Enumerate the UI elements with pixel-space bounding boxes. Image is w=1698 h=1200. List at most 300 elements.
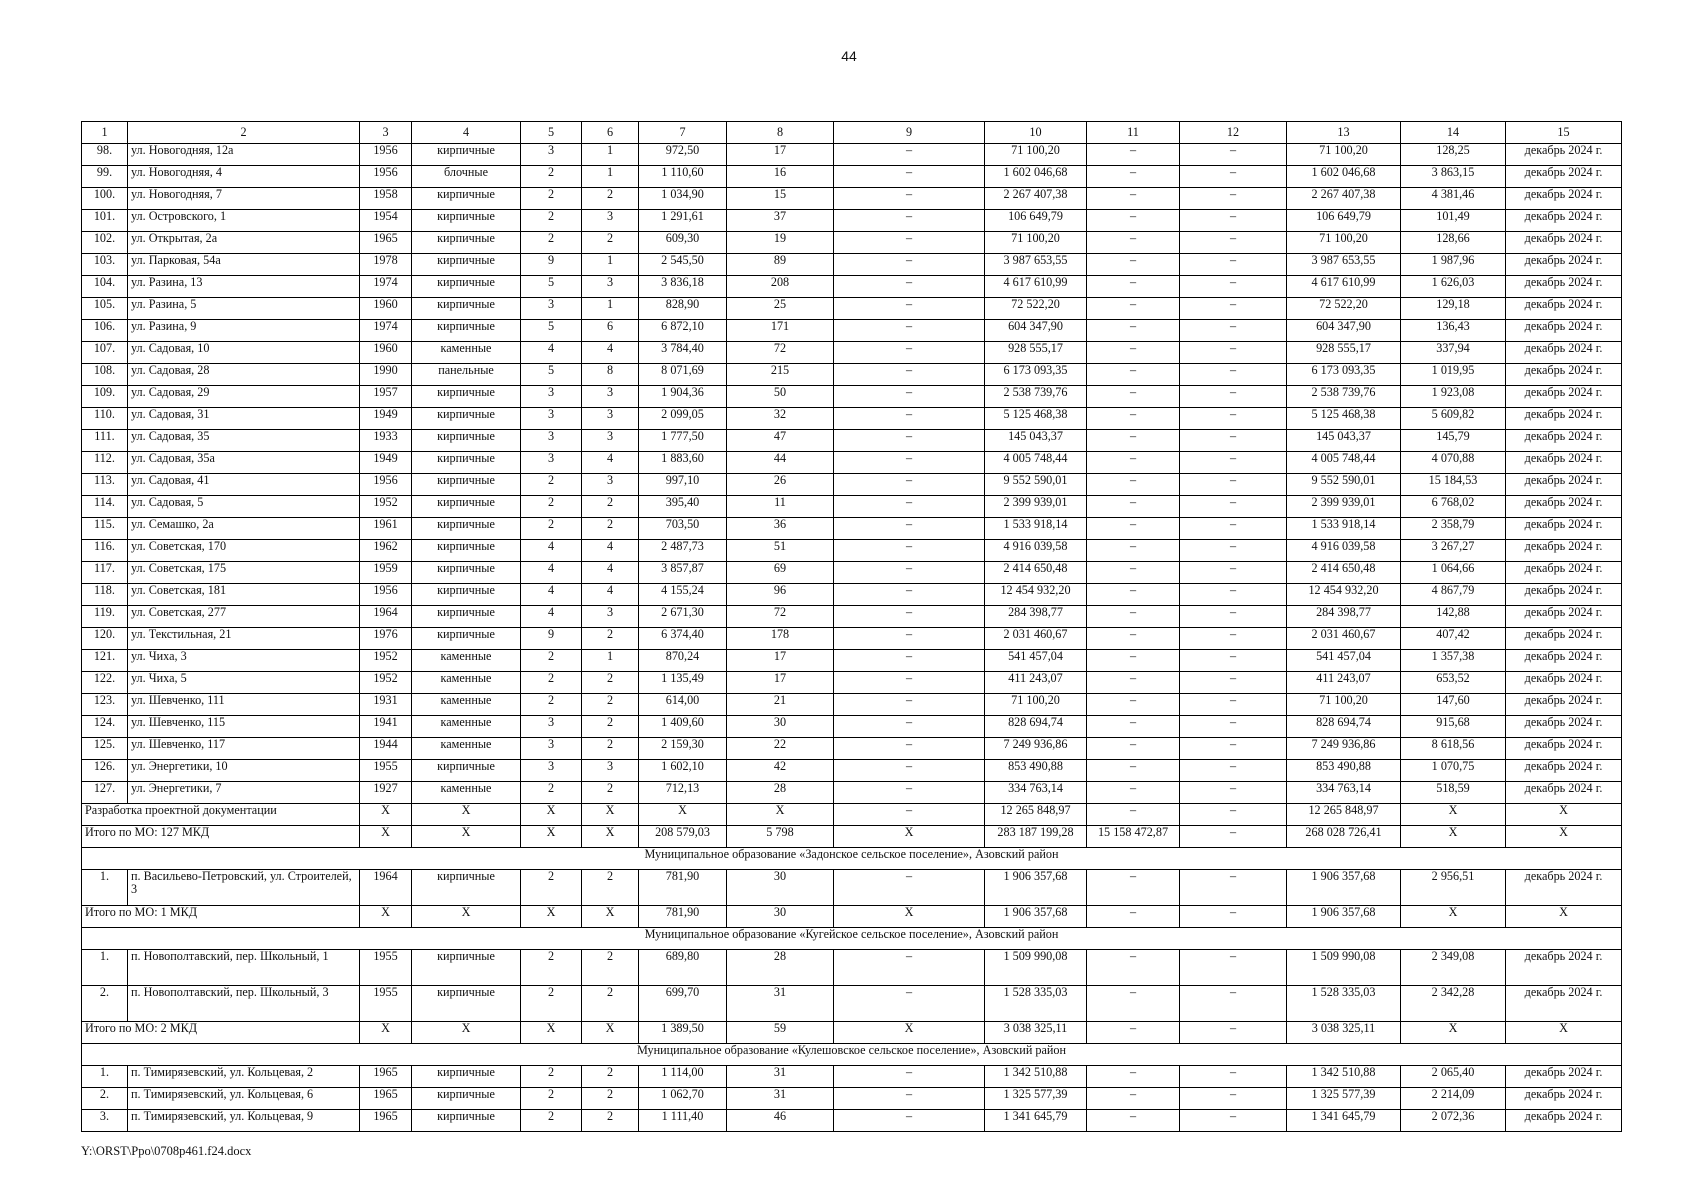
table-cell: 36 — [727, 518, 834, 540]
table-cell: 853 490,88 — [985, 760, 1087, 782]
table-cell: кирпичные — [412, 144, 521, 166]
table-cell: – — [1087, 540, 1180, 562]
table-cell: 6 768,02 — [1401, 496, 1506, 518]
table-cell: декабрь 2024 г. — [1506, 166, 1622, 188]
table-cell: – — [1087, 1110, 1180, 1132]
table-cell: 46 — [727, 1110, 834, 1132]
table-cell: 1958 — [360, 188, 412, 210]
table-row — [82, 386, 1622, 408]
table-cell: 1955 — [360, 986, 412, 1022]
table-cell: кирпичные — [412, 606, 521, 628]
table-cell: 1 602 046,68 — [1287, 166, 1401, 188]
column-number: 1 — [82, 122, 128, 144]
table-cell: 4 617 610,99 — [1287, 276, 1401, 298]
table-cell: 1964 — [360, 870, 412, 906]
table-cell: 2 358,79 — [1401, 518, 1506, 540]
table-cell: 1965 — [360, 1110, 412, 1132]
column-number: 15 — [1506, 122, 1622, 144]
table-cell: X — [582, 804, 639, 826]
table-cell: 4 — [521, 584, 582, 606]
table-cell: кирпичные — [412, 1066, 521, 1088]
table-cell: – — [834, 950, 985, 986]
table-row — [82, 716, 1622, 738]
address-cell: ул. Открытая, 2а — [128, 232, 360, 254]
address-cell: ул. Шевченко, 115 — [128, 716, 360, 738]
table-cell: кирпичные — [412, 760, 521, 782]
table-cell: – — [1087, 320, 1180, 342]
table-cell: 171 — [727, 320, 834, 342]
table-cell: 9 552 590,01 — [1287, 474, 1401, 496]
table-cell: 1 342 510,88 — [1287, 1066, 1401, 1088]
table-cell: – — [1087, 386, 1180, 408]
table-cell: 3 — [582, 408, 639, 430]
address-cell: ул. Чиха, 3 — [128, 650, 360, 672]
table-cell: 928 555,17 — [1287, 342, 1401, 364]
table-cell: 2 — [582, 694, 639, 716]
table-cell: каменные — [412, 738, 521, 760]
table-cell: 915,68 — [1401, 716, 1506, 738]
table-cell: 178 — [727, 628, 834, 650]
column-number-row — [82, 122, 1622, 144]
table-cell: 5 — [521, 276, 582, 298]
table-cell: 30 — [727, 716, 834, 738]
table-cell: – — [1180, 760, 1287, 782]
table-cell: – — [1087, 1022, 1180, 1044]
table-cell: 71 100,20 — [985, 232, 1087, 254]
subtotal-label: Разработка проектной документации — [82, 804, 360, 826]
table-cell: 4 — [521, 540, 582, 562]
table-cell: 2 — [582, 496, 639, 518]
table-cell: – — [834, 210, 985, 232]
table-cell: 1978 — [360, 254, 412, 276]
table-cell: 604 347,90 — [1287, 320, 1401, 342]
address-cell: п. Тимирязевский, ул. Кольцевая, 9 — [128, 1110, 360, 1132]
table-cell: 59 — [727, 1022, 834, 1044]
table-row — [82, 408, 1622, 430]
table-cell: 7 249 936,86 — [1287, 738, 1401, 760]
table-cell: X — [1401, 826, 1506, 848]
table-cell: 8 — [582, 364, 639, 386]
table-cell: 2 — [582, 738, 639, 760]
table-cell: X — [1506, 826, 1622, 848]
row-number: 1. — [82, 950, 128, 986]
table-cell: – — [1087, 364, 1180, 386]
table-cell: – — [1180, 408, 1287, 430]
table-cell: 2 — [582, 672, 639, 694]
table-cell: 142,88 — [1401, 606, 1506, 628]
table-cell: 1 — [582, 144, 639, 166]
table-cell: – — [834, 386, 985, 408]
table-cell: 3 — [521, 298, 582, 320]
table-cell: 106 649,79 — [985, 210, 1087, 232]
table-cell: – — [834, 518, 985, 540]
table-cell: – — [1180, 430, 1287, 452]
table-cell: 1 528 335,03 — [985, 986, 1087, 1022]
table-cell: кирпичные — [412, 518, 521, 540]
table-cell: 3 — [521, 452, 582, 474]
table-cell: 4 005 748,44 — [1287, 452, 1401, 474]
table-cell: 26 — [727, 474, 834, 496]
table-row — [82, 320, 1622, 342]
table-cell: 411 243,07 — [985, 672, 1087, 694]
table-row — [82, 452, 1622, 474]
table-cell: 1927 — [360, 782, 412, 804]
table-cell: кирпичные — [412, 408, 521, 430]
table-cell: – — [1087, 342, 1180, 364]
address-cell: ул. Шевченко, 117 — [128, 738, 360, 760]
table-cell: – — [1087, 606, 1180, 628]
row-number: 1. — [82, 870, 128, 906]
table-cell: 828 694,74 — [985, 716, 1087, 738]
table-cell: 28 — [727, 950, 834, 986]
table-cell: 9 552 590,01 — [985, 474, 1087, 496]
municipality-title: Муниципальное образование «Задонское сельское поселение», Азовский район — [82, 848, 1622, 870]
table-cell: 4 — [582, 342, 639, 364]
table-cell: – — [1180, 254, 1287, 276]
table-cell: декабрь 2024 г. — [1506, 254, 1622, 276]
table-cell: 2 342,28 — [1401, 986, 1506, 1022]
table-cell: 12 265 848,97 — [985, 804, 1087, 826]
table-cell: декабрь 2024 г. — [1506, 276, 1622, 298]
table-cell: панельные — [412, 364, 521, 386]
table-cell: – — [834, 144, 985, 166]
table-cell: кирпичные — [412, 452, 521, 474]
table-cell: 136,43 — [1401, 320, 1506, 342]
table-row — [82, 430, 1622, 452]
table-cell: 2 — [582, 518, 639, 540]
row-number: 98. — [82, 144, 128, 166]
table-cell: 2 — [582, 232, 639, 254]
column-number: 9 — [834, 122, 985, 144]
address-cell: ул. Энергетики, 7 — [128, 782, 360, 804]
table-cell: 2 — [582, 716, 639, 738]
table-cell: 5 — [521, 320, 582, 342]
table-cell: 1 509 990,08 — [985, 950, 1087, 986]
table-cell: 4 916 039,58 — [985, 540, 1087, 562]
column-number: 13 — [1287, 122, 1401, 144]
table-cell: декабрь 2024 г. — [1506, 210, 1622, 232]
table-cell: 5 609,82 — [1401, 408, 1506, 430]
table-cell: каменные — [412, 342, 521, 364]
table-row — [82, 628, 1622, 650]
table-cell: – — [1087, 408, 1180, 430]
table-cell: 1974 — [360, 320, 412, 342]
table-row — [82, 562, 1622, 584]
row-number: 115. — [82, 518, 128, 540]
table-cell: – — [834, 738, 985, 760]
table-row — [82, 1088, 1622, 1110]
subtotal-row — [82, 826, 1622, 848]
table-cell: 145,79 — [1401, 430, 1506, 452]
table-cell: 71 100,20 — [985, 694, 1087, 716]
table-cell: – — [1087, 188, 1180, 210]
table-cell: – — [1087, 1088, 1180, 1110]
table-cell: 6 374,40 — [639, 628, 727, 650]
table-row — [82, 870, 1622, 906]
table-cell: 3 — [521, 408, 582, 430]
table-cell: – — [1087, 804, 1180, 826]
table-cell: 2 — [521, 1088, 582, 1110]
table-cell: 2 — [521, 870, 582, 906]
table-cell: 2 — [521, 188, 582, 210]
table-cell: X — [727, 804, 834, 826]
table-cell: 2 072,36 — [1401, 1110, 1506, 1132]
table-cell: 17 — [727, 144, 834, 166]
table-cell: 1956 — [360, 584, 412, 606]
table-cell: 72 522,20 — [1287, 298, 1401, 320]
table-cell: 1965 — [360, 1088, 412, 1110]
table-cell: 1 062,70 — [639, 1088, 727, 1110]
table-row — [82, 210, 1622, 232]
table-cell: 37 — [727, 210, 834, 232]
table-cell: X — [1506, 804, 1622, 826]
table-cell: X — [360, 906, 412, 928]
table-cell: 15 — [727, 188, 834, 210]
table-cell: каменные — [412, 672, 521, 694]
table-cell: – — [1087, 906, 1180, 928]
table-cell: 4 — [582, 540, 639, 562]
table-cell: декабрь 2024 г. — [1506, 694, 1622, 716]
table-cell: – — [834, 716, 985, 738]
table-cell: 604 347,90 — [985, 320, 1087, 342]
subtotal-row — [82, 906, 1622, 928]
table-cell: 2 031 460,67 — [1287, 628, 1401, 650]
table-cell: 2 — [521, 782, 582, 804]
table-cell: 3 — [582, 606, 639, 628]
table-cell: 518,59 — [1401, 782, 1506, 804]
table-cell: – — [1087, 298, 1180, 320]
table-cell: – — [834, 188, 985, 210]
table-cell: – — [1180, 474, 1287, 496]
table-cell: 2 487,73 — [639, 540, 727, 562]
row-number: 119. — [82, 606, 128, 628]
table-cell: декабрь 2024 г. — [1506, 430, 1622, 452]
table-row — [82, 1110, 1622, 1132]
column-number: 14 — [1401, 122, 1506, 144]
table-cell: декабрь 2024 г. — [1506, 518, 1622, 540]
table-cell: декабрь 2024 г. — [1506, 760, 1622, 782]
table-cell: X — [582, 906, 639, 928]
table-cell: 1 906 357,68 — [1287, 870, 1401, 906]
table-cell: 1 409,60 — [639, 716, 727, 738]
table-cell: кирпичные — [412, 188, 521, 210]
row-number: 3. — [82, 1110, 128, 1132]
table-cell: 1 070,75 — [1401, 760, 1506, 782]
table-cell: 283 187 199,28 — [985, 826, 1087, 848]
table-cell: 1 883,60 — [639, 452, 727, 474]
address-cell: ул. Островского, 1 — [128, 210, 360, 232]
table-cell: 2 — [521, 232, 582, 254]
table-cell: 4 005 748,44 — [985, 452, 1087, 474]
table-cell: кирпичные — [412, 950, 521, 986]
table-cell: – — [834, 232, 985, 254]
table-row — [82, 474, 1622, 496]
table-cell: 2 — [521, 496, 582, 518]
row-number: 117. — [82, 562, 128, 584]
table-cell: – — [1087, 760, 1180, 782]
table-cell: – — [1087, 496, 1180, 518]
table-cell: – — [1180, 804, 1287, 826]
table-cell: – — [1180, 906, 1287, 928]
table-cell: 101,49 — [1401, 210, 1506, 232]
row-number: 124. — [82, 716, 128, 738]
table-cell: – — [834, 760, 985, 782]
table-cell: декабрь 2024 г. — [1506, 188, 1622, 210]
row-number: 2. — [82, 986, 128, 1022]
table-cell: – — [834, 496, 985, 518]
table-cell: 2 031 460,67 — [985, 628, 1087, 650]
table-cell: 334 763,14 — [1287, 782, 1401, 804]
table-cell: – — [834, 276, 985, 298]
table-cell: – — [1180, 672, 1287, 694]
table-cell: 2 267 407,38 — [1287, 188, 1401, 210]
row-number: 101. — [82, 210, 128, 232]
table-cell: 12 454 932,20 — [985, 584, 1087, 606]
table-cell: 106 649,79 — [1287, 210, 1401, 232]
table-cell: – — [1087, 650, 1180, 672]
table-cell: 4 — [521, 562, 582, 584]
table-row — [82, 540, 1622, 562]
address-cell: ул. Советская, 277 — [128, 606, 360, 628]
table-cell: 30 — [727, 906, 834, 928]
table-cell: 3 987 653,55 — [1287, 254, 1401, 276]
table-cell: – — [834, 606, 985, 628]
table-cell: 1 342 510,88 — [985, 1066, 1087, 1088]
table-cell: 7 249 936,86 — [985, 738, 1087, 760]
table-cell: 1 111,40 — [639, 1110, 727, 1132]
table-cell: 3 987 653,55 — [985, 254, 1087, 276]
table-cell: 614,00 — [639, 694, 727, 716]
table-cell: 1 — [582, 650, 639, 672]
table-cell: 16 — [727, 166, 834, 188]
table-cell: кирпичные — [412, 474, 521, 496]
row-number: 110. — [82, 408, 128, 430]
row-number: 125. — [82, 738, 128, 760]
table-cell: 699,70 — [639, 986, 727, 1022]
table-cell: 8 618,56 — [1401, 738, 1506, 760]
table-cell: 4 070,88 — [1401, 452, 1506, 474]
table-cell: 2 — [582, 628, 639, 650]
table-cell: 89 — [727, 254, 834, 276]
row-number: 123. — [82, 694, 128, 716]
table-cell: – — [834, 986, 985, 1022]
table-cell: 1949 — [360, 452, 412, 474]
row-number: 111. — [82, 430, 128, 452]
row-number: 102. — [82, 232, 128, 254]
table-cell: 28 — [727, 782, 834, 804]
address-cell: ул. Текстильная, 21 — [128, 628, 360, 650]
table-row — [82, 496, 1622, 518]
table-cell: декабрь 2024 г. — [1506, 144, 1622, 166]
table-cell: X — [582, 826, 639, 848]
table-cell: декабрь 2024 г. — [1506, 986, 1622, 1022]
table-cell: кирпичные — [412, 210, 521, 232]
table-cell: – — [834, 1088, 985, 1110]
table-cell: – — [834, 782, 985, 804]
table-cell: – — [1180, 386, 1287, 408]
address-cell: ул. Новогодняя, 4 — [128, 166, 360, 188]
table-cell: – — [1087, 584, 1180, 606]
municipality-section-row — [82, 1044, 1622, 1066]
table-cell: 4 617 610,99 — [985, 276, 1087, 298]
table-cell: 3 — [521, 430, 582, 452]
table-cell: 1954 — [360, 210, 412, 232]
subtotal-label: Итого по МО: 1 МКД — [82, 906, 360, 928]
table-cell: кирпичные — [412, 1088, 521, 1110]
table-cell: 4 916 039,58 — [1287, 540, 1401, 562]
address-cell: п. Новополтавский, пер. Школьный, 1 — [128, 950, 360, 986]
table-cell: X — [1506, 1022, 1622, 1044]
table-cell: 6 173 093,35 — [985, 364, 1087, 386]
table-cell: – — [1180, 694, 1287, 716]
table-cell: – — [1180, 986, 1287, 1022]
table-cell: 1952 — [360, 650, 412, 672]
table-cell: 2 — [582, 986, 639, 1022]
table-cell: 2 — [521, 650, 582, 672]
table-cell: – — [1180, 452, 1287, 474]
table-cell: X — [360, 826, 412, 848]
table-cell: 71 100,20 — [985, 144, 1087, 166]
table-cell: 3 — [582, 760, 639, 782]
row-number: 120. — [82, 628, 128, 650]
table-cell: 72 522,20 — [985, 298, 1087, 320]
table-cell: 31 — [727, 1088, 834, 1110]
address-cell: ул. Шевченко, 111 — [128, 694, 360, 716]
table-cell: декабрь 2024 г. — [1506, 452, 1622, 474]
address-cell: ул. Садовая, 5 — [128, 496, 360, 518]
table-cell: – — [1087, 474, 1180, 496]
table-cell: – — [834, 650, 985, 672]
table-cell: 653,52 — [1401, 672, 1506, 694]
table-cell: декабрь 2024 г. — [1506, 672, 1622, 694]
table-cell: 22 — [727, 738, 834, 760]
table-cell: 2 — [521, 950, 582, 986]
table-cell: 2 159,30 — [639, 738, 727, 760]
table-cell: – — [834, 254, 985, 276]
table-cell: кирпичные — [412, 1110, 521, 1132]
table-cell: 6 173 093,35 — [1287, 364, 1401, 386]
table-cell: 6 — [582, 320, 639, 342]
table-cell: 2 349,08 — [1401, 950, 1506, 986]
table-cell: 3 — [582, 474, 639, 496]
table-cell: – — [1087, 738, 1180, 760]
page-number: 44 — [841, 48, 857, 64]
table-cell: 411 243,07 — [1287, 672, 1401, 694]
table-cell: 71 100,20 — [1287, 232, 1401, 254]
table-cell: 3 — [521, 144, 582, 166]
table-cell: декабрь 2024 г. — [1506, 1066, 1622, 1088]
table-cell: – — [834, 166, 985, 188]
table-cell: – — [834, 364, 985, 386]
table-cell: кирпичные — [412, 254, 521, 276]
table-cell: – — [834, 452, 985, 474]
table-cell: 2 — [521, 986, 582, 1022]
table-cell: 128,66 — [1401, 232, 1506, 254]
table-cell: 3 — [582, 386, 639, 408]
table-cell: 1956 — [360, 144, 412, 166]
table-cell: – — [834, 562, 985, 584]
table-cell: 2 399 939,01 — [1287, 496, 1401, 518]
municipality-title: Муниципальное образование «Кугейское сельское поселение», Азовский район — [82, 928, 1622, 950]
table-cell: 3 — [521, 738, 582, 760]
table-cell: 337,94 — [1401, 342, 1506, 364]
table-cell: декабрь 2024 г. — [1506, 606, 1622, 628]
table-cell: 11 — [727, 496, 834, 518]
table-cell: 3 — [582, 430, 639, 452]
table-cell: 1 — [582, 254, 639, 276]
table-cell: декабрь 2024 г. — [1506, 1110, 1622, 1132]
table-cell: 42 — [727, 760, 834, 782]
